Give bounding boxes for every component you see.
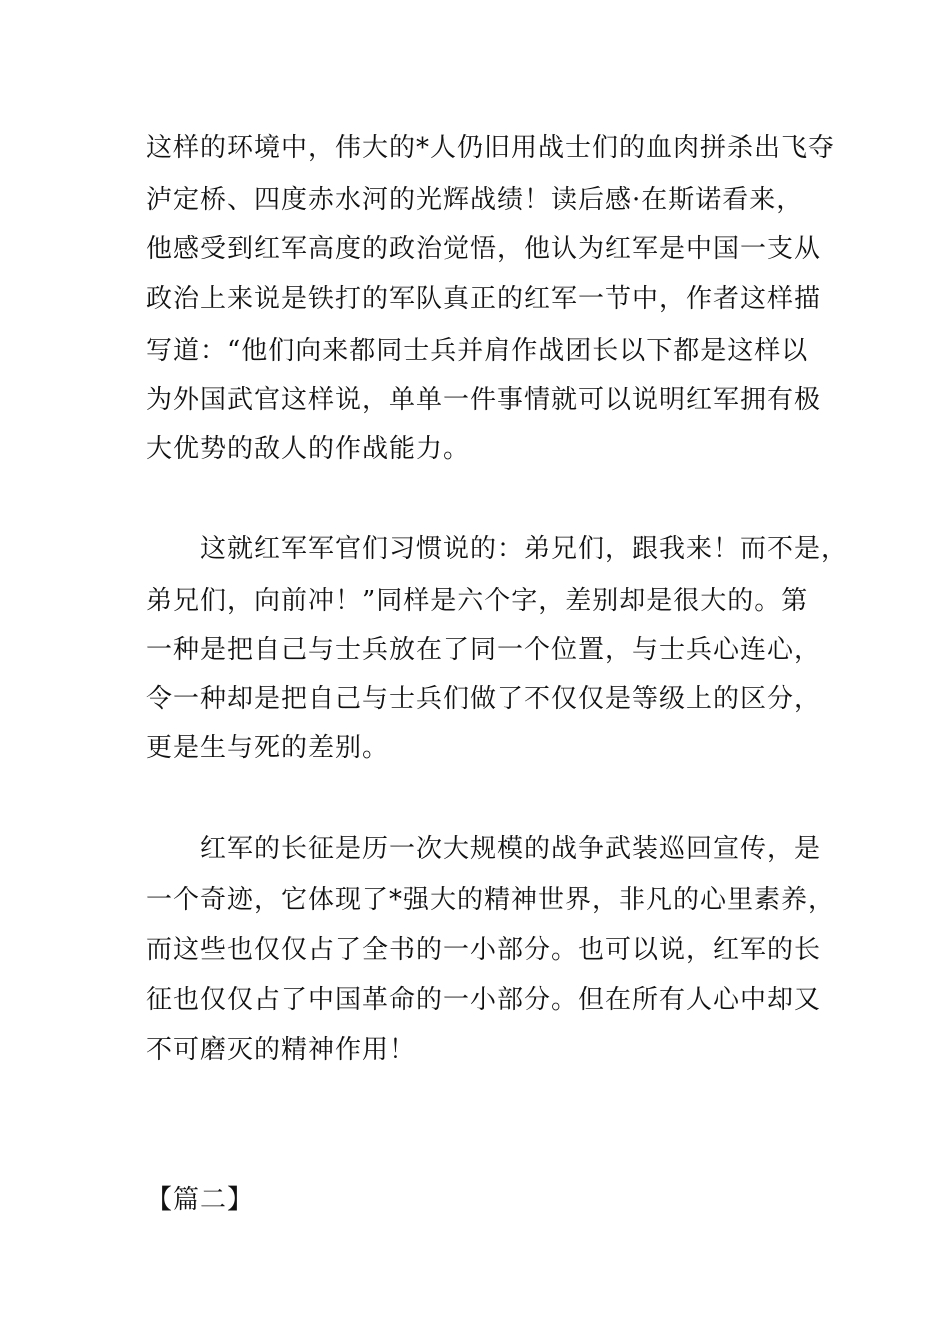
paragraph-3-line-1: 红军的长征是历一次大规模的战争武装巡回宣传，是 [146,834,822,864]
paragraph-1-line-5: 写道：“他们向来都同士兵并肩作战团长以下都是这样以 [146,336,809,366]
paragraph-2-line-4: 令一种却是把自己与士兵们做了不仅仅是等级上的区分， [146,684,822,714]
paragraph-2-line-3: 一种是把自己与士兵放在了同一个位置，与士兵心连心， [146,635,822,665]
paragraph-3-line-4: 征也仅仅占了中国革命的一小部分。但在所有人心中却又 [146,985,822,1015]
paragraph-3-line-3: 而这些也仅仅占了全书的一小部分。也可以说，红军的长 [146,935,822,965]
paragraph-2-line-1: 这就红军军官们习惯说的：弟兄们，跟我来！而不是， [146,534,849,564]
paragraph-2-line-5: 更是生与死的差别。 [146,733,390,763]
paragraph-1-line-4: 政治上来说是铁打的军队真正的红军一节中，作者这样描 [146,284,822,314]
paragraph-1-line-3: 他感受到红军高度的政治觉悟，他认为红军是中国一支从 [146,234,822,264]
paragraph-2-line-2: 弟兄们，向前冲！”同样是六个字，差别却是很大的。第 [146,586,809,616]
paragraph-1-line-7: 大优势的敌人的作战能力。 [146,434,471,464]
paragraph-1-line-1: 这样的环境中，伟大的*人仍旧用战士们的血肉拼杀出飞夺 [146,133,836,163]
paragraph-1-line-2: 泸定桥、四度赤水河的光辉战绩！读后感·在斯诺看来， [146,185,804,215]
paragraph-3-line-5: 不可磨灭的精神作用！ [146,1035,417,1065]
paragraph-1-line-6: 为外国武官这样说，单单一件事情就可以说明红军拥有极 [146,385,822,415]
paragraph-3-line-2: 一个奇迹，它体现了*强大的精神世界，非凡的心里素养， [146,885,836,915]
section-heading: 【篇二】 [146,1185,255,1215]
